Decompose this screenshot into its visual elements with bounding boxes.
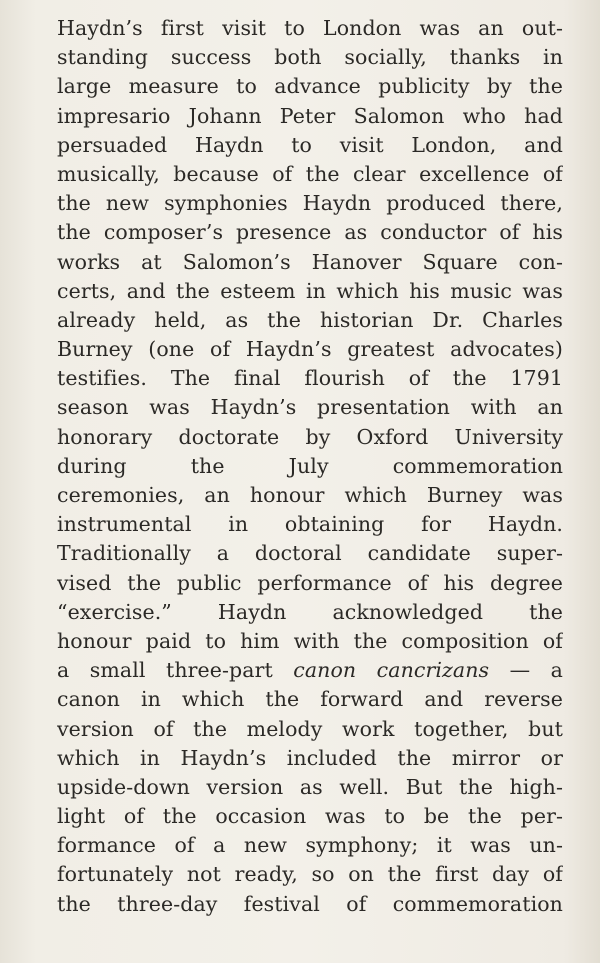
text-line: upside-down version as well. But the high- xyxy=(57,774,563,799)
text-line: the three-day festival of commemoration xyxy=(57,891,563,916)
text-line: canon in which the forward and reverse xyxy=(57,687,563,712)
text-line: during the July commemoration xyxy=(57,453,563,478)
text-line: “exercise.” Haydn acknowledged the xyxy=(57,599,563,624)
text-line: Haydn’s first visit to London was an out- xyxy=(57,16,563,40)
text-line: the composer’s presence as conductor of his xyxy=(57,220,563,245)
text-line-with-italic xyxy=(57,656,563,685)
text-line: works at Salomon’s Hanover Square con- xyxy=(57,249,563,274)
text-line: which in Haydn’s included the mirror or xyxy=(57,745,563,770)
text-line: honour paid to him with the composition of xyxy=(57,628,563,653)
italic-term: canon cancrizans xyxy=(293,658,490,683)
text-line: season was Haydn’s presentation with an xyxy=(57,395,563,420)
text-line: already held, as the historian Dr. Charles xyxy=(57,307,563,332)
text-segment: — a xyxy=(489,658,563,683)
text-line: honorary doctorate by Oxford University xyxy=(57,424,563,449)
text-line: large measure to advance publicity by the xyxy=(57,74,563,99)
body-text xyxy=(57,14,563,919)
text-line: persuaded Haydn to visit London, and xyxy=(57,132,563,157)
text-line: standing success both socially, thanks in xyxy=(57,45,563,70)
text-line: impresario Johann Peter Salomon who had xyxy=(57,103,563,128)
text-line: Burney (one of Haydn’s greatest advocates) xyxy=(57,337,563,362)
text-line: vised the public performance of his degree xyxy=(57,570,563,595)
text-line: testifies. The final flourish of the 1791 xyxy=(57,366,563,391)
text-line: fortunately not ready, so on the first day of xyxy=(57,862,563,887)
text-line: formance of a new symphony; it was un- xyxy=(57,833,563,858)
text-line: the new symphonies Haydn produced there, xyxy=(57,191,563,216)
text-line: instrumental in obtaining for Haydn. xyxy=(57,512,563,537)
text-line: light of the occasion was to be the per- xyxy=(57,804,563,829)
text-segment: a small three-part xyxy=(57,658,294,683)
text-line: ceremonies, an honour which Burney was xyxy=(57,483,563,507)
text-line: version of the melody work together, but xyxy=(57,716,563,741)
text-line: certs, and the esteem in which his music was xyxy=(57,278,563,303)
text-line: musically, because of the clear excellence of xyxy=(57,161,563,186)
text-line: Traditionally a doctoral candidate super- xyxy=(57,541,563,566)
